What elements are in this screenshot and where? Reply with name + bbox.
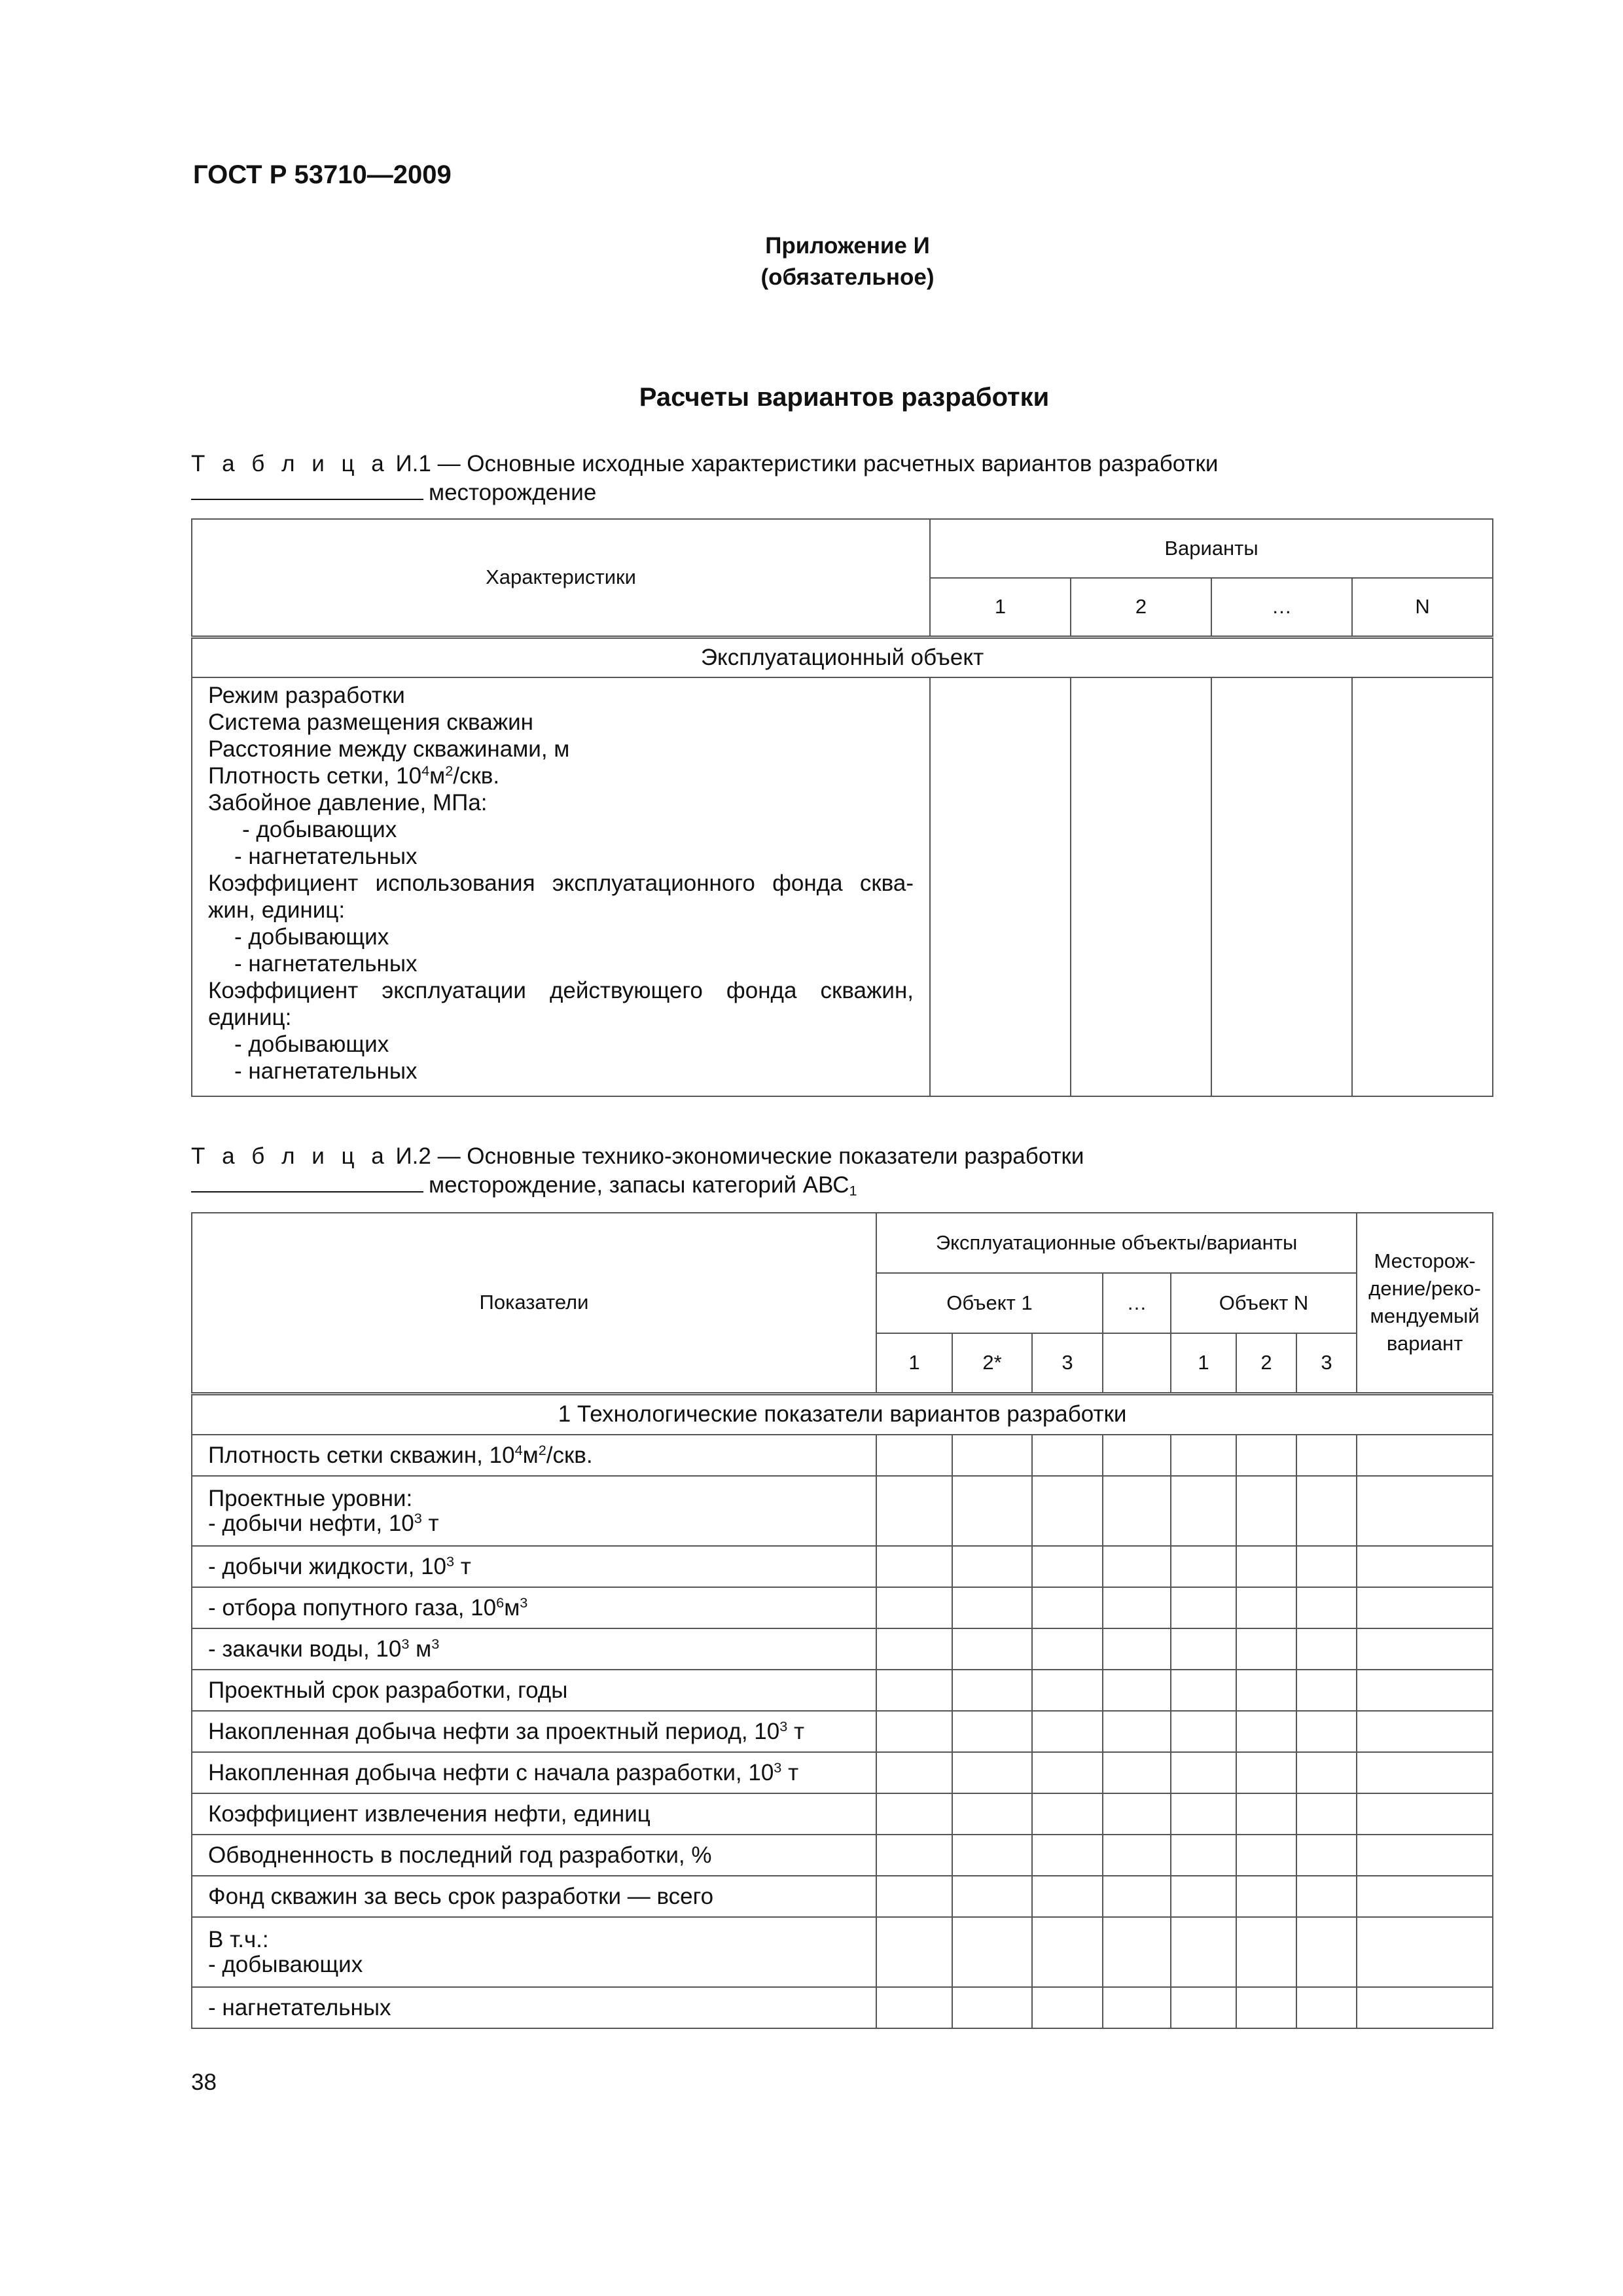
table2-empty-cell <box>1103 1476 1171 1546</box>
char-bh-producing: - добывающих <box>242 817 397 842</box>
table2-empty-cell <box>952 1628 1032 1670</box>
table2-object1: Объект 1 <box>876 1273 1103 1333</box>
table2-empty-cell <box>1171 1876 1236 1917</box>
table1-caption-text: — Основные исходные характеристики расчетных вариантов разработки <box>437 451 1219 476</box>
table2-empty-cell <box>952 1476 1032 1546</box>
table2-empty-cell <box>1236 1670 1296 1711</box>
char-use-coefficient: Коэффициент использования эксплуатационного фонда сква-жин, единиц: <box>208 870 914 923</box>
table2-field-subscript: 1 <box>849 1182 857 1199</box>
table2-empty-cell <box>1103 1876 1171 1917</box>
standard-code: ГОСТ Р 53710—2009 <box>193 160 452 189</box>
table2-empty-cell <box>1103 1917 1171 1987</box>
table2-objN-variant: 3 <box>1296 1333 1357 1393</box>
table2-empty-cell <box>952 1793 1032 1835</box>
table2-empty-cell <box>1357 1546 1493 1587</box>
table2-empty-cell <box>1171 1476 1236 1546</box>
table2-empty-cell <box>1357 1670 1493 1711</box>
table2-row-label: Накопленная добыча нефти с начала разработки, $10^3$ т <box>192 1752 876 1793</box>
table2-field-line <box>191 1170 857 1200</box>
table2-empty-cell <box>1032 1670 1103 1711</box>
table2-empty-cell <box>876 1670 952 1711</box>
table1-caption-prefix: Т а б л и ц а <box>191 451 389 476</box>
table2-empty-cell <box>1103 1793 1171 1835</box>
section-title: Расчеты вариантов разработки <box>639 383 1050 412</box>
table2-empty-cell <box>1296 1476 1357 1546</box>
table2-row-label: Плотность сетки скважин, $10^4м^2$/скв. <box>192 1435 876 1476</box>
table2-empty-cell <box>1032 1752 1103 1793</box>
table2-obj1-variant: 1 <box>876 1333 952 1393</box>
table2-empty-cell <box>1296 1628 1357 1670</box>
char-uc-producing: - добывающих <box>234 924 389 950</box>
table2-empty-cell <box>1296 1987 1357 2028</box>
table2-empty-cell <box>1357 1917 1493 1987</box>
table2-empty-cell <box>1171 1628 1236 1670</box>
table2-empty-cell <box>876 1835 952 1876</box>
table2-empty-cell <box>1296 1917 1357 1987</box>
table2-row-label: Коэффициент извлечения нефти, единиц <box>192 1793 876 1835</box>
table2-caption-number: И.2 <box>395 1143 431 1169</box>
table1-empty-cell <box>1071 677 1211 1096</box>
table1-variant-col: … <box>1211 578 1352 637</box>
char-mode: Режим разработки <box>208 683 405 708</box>
table2-empty-cell <box>1236 1793 1296 1835</box>
table2-objN-variant: 2 <box>1236 1333 1296 1393</box>
table2-empty-cell <box>1296 1587 1357 1628</box>
table1 <box>191 518 1493 1097</box>
table2-caption-prefix: Т а б л и ц а <box>191 1143 389 1169</box>
table1-blank-field <box>191 479 423 500</box>
appendix-title: Приложение И <box>765 233 930 259</box>
table2-empty-cell <box>1236 1711 1296 1752</box>
char-oc-producing: - добывающих <box>234 1031 389 1057</box>
table2-empty-cell <box>1032 1587 1103 1628</box>
table2-empty-cell <box>1357 1587 1493 1628</box>
table2-empty-cell <box>1103 1546 1171 1587</box>
table2-empty-cell <box>1236 1752 1296 1793</box>
table2-obj1-variant: 2* <box>952 1333 1032 1393</box>
table2-empty-cell <box>876 1876 952 1917</box>
table2-empty-cell <box>876 1587 952 1628</box>
table2-empty-cell <box>1296 1752 1357 1793</box>
table2-empty-cell <box>1032 1435 1103 1476</box>
table2-objectN: Объект N <box>1171 1273 1357 1333</box>
table2-empty-cell <box>1103 1435 1171 1476</box>
table2-empty-cell <box>1032 1793 1103 1835</box>
table1-caption-number: И.1 <box>395 451 431 476</box>
table2-empty-cell <box>952 1587 1032 1628</box>
table2-empty-cell <box>876 1476 952 1546</box>
table2-empty-cell <box>1296 1793 1357 1835</box>
table2-empty-cell <box>1236 1917 1296 1987</box>
char-distance: Расстояние между скважинами, м <box>208 736 570 762</box>
table2-empty-cell <box>1171 1587 1236 1628</box>
table2-empty-cell <box>1171 1711 1236 1752</box>
table2-caption-text: — Основные технико-экономические показатели разработки <box>437 1143 1084 1169</box>
table2-empty-cell <box>876 1917 952 1987</box>
char-bottomhole-pressure: Забойное давление, МПа: <box>208 790 488 816</box>
table2-empty-cell <box>876 1711 952 1752</box>
table2-empty-cell <box>1103 1628 1171 1670</box>
table2-row-label: Фонд скважин за весь срок разработки — всего <box>192 1876 876 1917</box>
table2-empty-cell <box>1236 1628 1296 1670</box>
table2-empty-cell <box>1032 1876 1103 1917</box>
table2-empty-cell <box>952 1711 1032 1752</box>
table2-empty-cell <box>1357 1435 1493 1476</box>
table2-empty-cell <box>1032 1546 1103 1587</box>
table2-empty-cell <box>1103 1987 1171 2028</box>
table2-empty-cell <box>952 1670 1032 1711</box>
table2-empty-cell <box>876 1435 952 1476</box>
table2-row-label: Проектные уровни: - добычи нефти, $10^3$ т <box>192 1476 876 1546</box>
table2-empty-cell <box>1357 1752 1493 1793</box>
table2-obj1-variant: 3 <box>1032 1333 1103 1393</box>
table2-empty-cell <box>1032 1711 1103 1752</box>
table2-objN-variant: 1 <box>1171 1333 1236 1393</box>
table1-variant-col: 1 <box>930 578 1071 637</box>
table2-row-label: - закачки воды, $10^3$ $м^3$ <box>192 1628 876 1670</box>
table2-empty-cell <box>876 1752 952 1793</box>
table2-empty-cell <box>1296 1835 1357 1876</box>
table2-section-row: 1 Технологические показатели вариантов разработки <box>192 1393 1493 1435</box>
table1-characteristics-cell <box>192 677 930 1096</box>
table2-empty-cell <box>1296 1876 1357 1917</box>
table2-empty-cell <box>876 1546 952 1587</box>
table2-empty-cell <box>1171 1835 1236 1876</box>
table2-empty-cell <box>1171 1793 1236 1835</box>
table2-empty-cell <box>1171 1546 1236 1587</box>
table2-empty-cell <box>1032 1987 1103 2028</box>
table1-variant-col: 2 <box>1071 578 1211 637</box>
table2-empty-cell <box>1236 1835 1296 1876</box>
table2-empty-cell <box>876 1987 952 2028</box>
table2-empty-cell <box>1236 1435 1296 1476</box>
table2-caption <box>191 1141 1084 1172</box>
table2-empty-cell <box>1032 1476 1103 1546</box>
table2-empty-cell <box>1357 1628 1493 1670</box>
page-number: 38 <box>191 2070 217 2095</box>
char-bh-injection: - нагнетательных <box>234 844 418 869</box>
table2-empty-cell <box>1103 1835 1171 1876</box>
table2-empty-cell <box>1236 1987 1296 2028</box>
table2-empty-cell <box>1032 1628 1103 1670</box>
table2-row-label: Проектный срок разработки, годы <box>192 1670 876 1711</box>
table2 <box>191 1212 1493 2029</box>
table2-empty-cell <box>1171 1435 1236 1476</box>
table2-empty-cell <box>1296 1711 1357 1752</box>
table2-empty-cell <box>1236 1587 1296 1628</box>
table2-empty-cell <box>1032 1917 1103 1987</box>
table2-field-label: месторождение, запасы категорий АВС <box>429 1172 849 1198</box>
table2-empty-cell <box>1171 1987 1236 2028</box>
table2-ellipsis-variant <box>1103 1333 1171 1393</box>
table2-empty-cell <box>952 1987 1032 2028</box>
table2-row-label: Накопленная добыча нефти за проектный период, $10^3$ т <box>192 1711 876 1752</box>
table1-empty-cell <box>930 677 1071 1096</box>
table2-empty-cell <box>952 1752 1032 1793</box>
table2-row-label: - нагнетательных <box>192 1987 876 2028</box>
table2-empty-cell <box>952 1876 1032 1917</box>
table2-empty-cell <box>952 1835 1032 1876</box>
table1-caption <box>191 449 1218 479</box>
appendix-heading <box>0 230 1623 293</box>
table1-object-row: Эксплуатационный объект <box>192 637 1493 677</box>
table2-row-label: Обводненность в последний год разработки, % <box>192 1835 876 1876</box>
table2-empty-cell <box>1103 1670 1171 1711</box>
table2-empty-cell <box>1357 1793 1493 1835</box>
table2-empty-cell <box>1103 1711 1171 1752</box>
table2-empty-cell <box>1236 1876 1296 1917</box>
table2-col-objects: Эксплуатационные объекты/варианты <box>876 1213 1357 1273</box>
table2-empty-cell <box>1296 1546 1357 1587</box>
char-operation-coefficient: Коэффициент эксплуатации действующего фонда скважин, единиц: <box>208 978 914 1030</box>
table2-col-indicators: Показатели <box>192 1213 876 1393</box>
char-density: Плотность сетки, $10^4м^2$/скв. <box>208 762 500 789</box>
table2-empty-cell <box>1357 1476 1493 1546</box>
table2-empty-cell <box>952 1546 1032 1587</box>
table2-empty-cell <box>1236 1546 1296 1587</box>
table1-empty-cell <box>1352 677 1493 1096</box>
appendix-status: (обязательное) <box>760 264 935 290</box>
table2-row-label: - добычи жидкости, $10^3$ т <box>192 1546 876 1587</box>
table2-empty-cell <box>1296 1670 1357 1711</box>
table2-empty-cell <box>1357 1876 1493 1917</box>
table2-empty-cell <box>1357 1987 1493 2028</box>
table1-col-characteristics: Характеристики <box>192 519 930 637</box>
table2-empty-cell <box>1171 1917 1236 1987</box>
table2-empty-cell <box>1103 1752 1171 1793</box>
table1-field-line <box>191 478 596 508</box>
table2-empty-cell <box>1032 1835 1103 1876</box>
table2-empty-cell <box>1171 1752 1236 1793</box>
table2-object-ellipsis: … <box>1103 1273 1171 1333</box>
table1-field-label: месторождение <box>429 480 597 505</box>
table2-empty-cell <box>1296 1435 1357 1476</box>
table2-empty-cell <box>1357 1711 1493 1752</box>
table2-row-label: В т.ч.: - добывающих <box>192 1917 876 1987</box>
char-oc-injection: - нагнетательных <box>234 1058 418 1084</box>
table1-variant-col: N <box>1352 578 1493 637</box>
table2-row-label: - отбора попутного газа, $10^6м^3$ <box>192 1587 876 1628</box>
table2-blank-field <box>191 1172 423 1193</box>
table1-col-variants: Варианты <box>930 519 1493 578</box>
table2-col-field: Месторож-дение/реко-мендуемый вариант <box>1357 1213 1493 1393</box>
table2-empty-cell <box>876 1628 952 1670</box>
table2-empty-cell <box>1171 1670 1236 1711</box>
table2-empty-cell <box>876 1793 952 1835</box>
table2-empty-cell <box>952 1435 1032 1476</box>
char-uc-injection: - нагнетательных <box>234 951 418 977</box>
table2-empty-cell <box>952 1917 1032 1987</box>
table2-empty-cell <box>1103 1587 1171 1628</box>
char-placement: Система размещения скважин <box>208 709 533 735</box>
table1-empty-cell <box>1211 677 1352 1096</box>
table2-empty-cell <box>1357 1835 1493 1876</box>
table2-empty-cell <box>1236 1476 1296 1546</box>
